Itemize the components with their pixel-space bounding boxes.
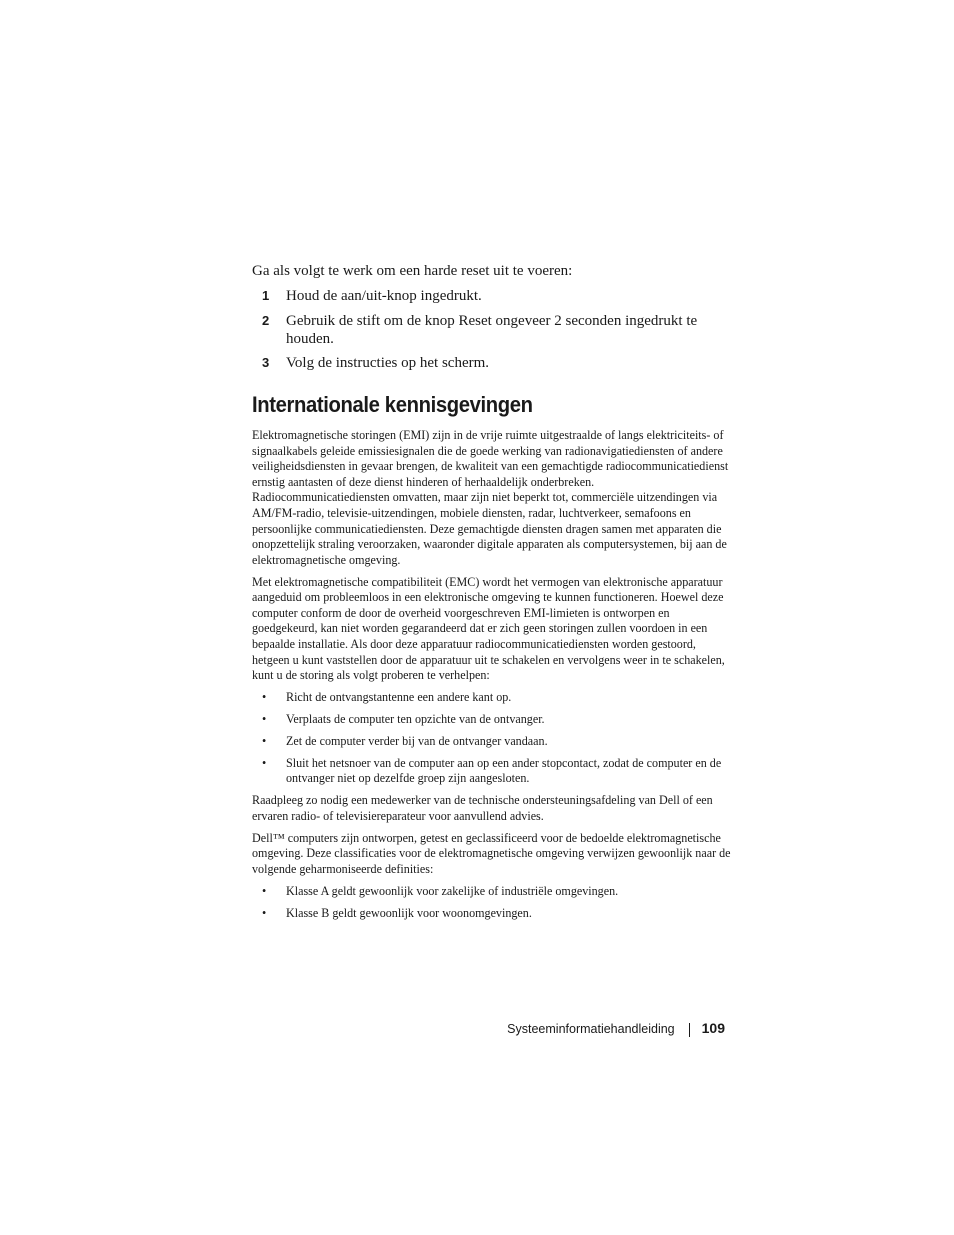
reset-steps-list [262, 287, 732, 379]
bullet-icon: • [262, 690, 267, 705]
list-item [252, 690, 732, 706]
list-item-text: Klasse A geldt gewoonlijk voor zakelijke of industriële omgevingen. [286, 883, 619, 898]
list-item [252, 906, 732, 922]
footer-title: Systeeminformatiehandleiding [507, 1022, 675, 1036]
remedy-bullet-list [252, 690, 732, 787]
step-item [262, 287, 732, 305]
list-item-text: Sluit het netsnoer van de computer aan op een ander stopcontact, zodat de computer en de ontvanger niet op dezelfde groep zijn aangesloten. [286, 755, 722, 786]
bullet-icon: • [262, 711, 267, 726]
step-number: 3 [262, 355, 270, 370]
page-footer [0, 1020, 725, 1037]
list-item [252, 734, 732, 750]
list-item [252, 884, 732, 900]
section-body [252, 428, 732, 928]
intro-text: Ga als volgt te werk om een harde reset uit te voeren: [252, 263, 573, 279]
step-text: Houd de aan/uit-knop ingedrukt. [286, 288, 482, 304]
list-item [252, 756, 732, 787]
list-item-text: Verplaats de computer ten opzichte van de ontvanger. [286, 711, 545, 726]
list-item [252, 712, 732, 728]
bullet-icon: • [262, 905, 267, 920]
section-heading: Internationale kennisgevingen [252, 392, 533, 417]
bullet-icon: • [262, 883, 267, 898]
paragraph-support: Raadpleeg zo nodig een medewerker van de technische ondersteuningsafdeling van Dell of een ervaren radio- of televisiereparateur voor aanvullend advies. [252, 793, 713, 823]
footer-divider [689, 1023, 690, 1037]
bullet-icon: • [262, 733, 267, 748]
class-bullet-list [252, 884, 732, 921]
step-number: 1 [262, 288, 270, 303]
paragraph-emc: Met elektromagnetische compatibiliteit (EMC) wordt het vermogen van elektronische apparatuur aangeduid om probleemloos in een elektronische omgeving te kunnen functioneren. Hoewel deze computer conform de door de overheid voorgeschreven EMI-limieten is ontworpen en goedgekeurd, kan niet worden gegarandeerd dat er zich geen storingen zullen voordoen in een bepaalde installatie. Als door deze apparatuur radiocommunicatiediensten worden gestoord, hetgeen u kunt vaststellen door de apparatuur uit te schakelen en vervolgens weer in te schakelen, kunt u de storing als volgt proberen te verhelpen: [252, 574, 725, 683]
step-item [262, 354, 732, 372]
list-item-text: Zet de computer verder bij van de ontvanger vandaan. [286, 733, 548, 748]
paragraph-classification: Dell™ computers zijn ontworpen, getest en geclassificeerd voor de bedoelde elektromagnetische omgeving. Deze classificaties voor de elektromagnetische omgeving verwijzen gewoonlijk naar de volgende geharmoniseerde definities: [252, 830, 731, 876]
list-item-text: Richt de ontvangstantenne een andere kant op. [286, 690, 512, 705]
list-item-text: Klasse B geldt gewoonlijk voor woonomgevingen. [286, 905, 532, 920]
paragraph-emi: Elektromagnetische storingen (EMI) zijn in de vrije ruimte uitgestraalde of langs elektriciteits- of signaalkabels geleide emissiesignalen die de goede werking van radionavigatiediensten of andere veiligheidsdiensten in gevaar brengen, de kwaliteit van een gemachtigde radiocommunicatiedienst ernstig aantasten of deze dienst hinderen of herhaaldelijk onderbreken. Radiocommunicatiediensten omvatten, maar zijn niet beperkt tot, commerciële uitzendingen via AM/FM-radio, televisie-uitzendingen, mobiele diensten, radar, luchtverkeer, semafoons en persoonlijke communicatiediensten. Deze gemachtigde diensten dragen samen met apparaten die onopzettelijk straling veroorzaken, waaronder digitale apparaten als computersystemen, bij aan de elektromagnetische omgeving. [252, 428, 729, 567]
step-text: Volg de instructies op het scherm. [286, 355, 490, 371]
step-number: 2 [262, 312, 270, 328]
bullet-icon: • [262, 755, 267, 770]
step-text: Gebruik de stift om de knop Reset ongeveer 2 seconden ingedrukt te houden. [286, 312, 698, 347]
step-item [262, 312, 732, 348]
page-number: 109 [701, 1020, 725, 1036]
